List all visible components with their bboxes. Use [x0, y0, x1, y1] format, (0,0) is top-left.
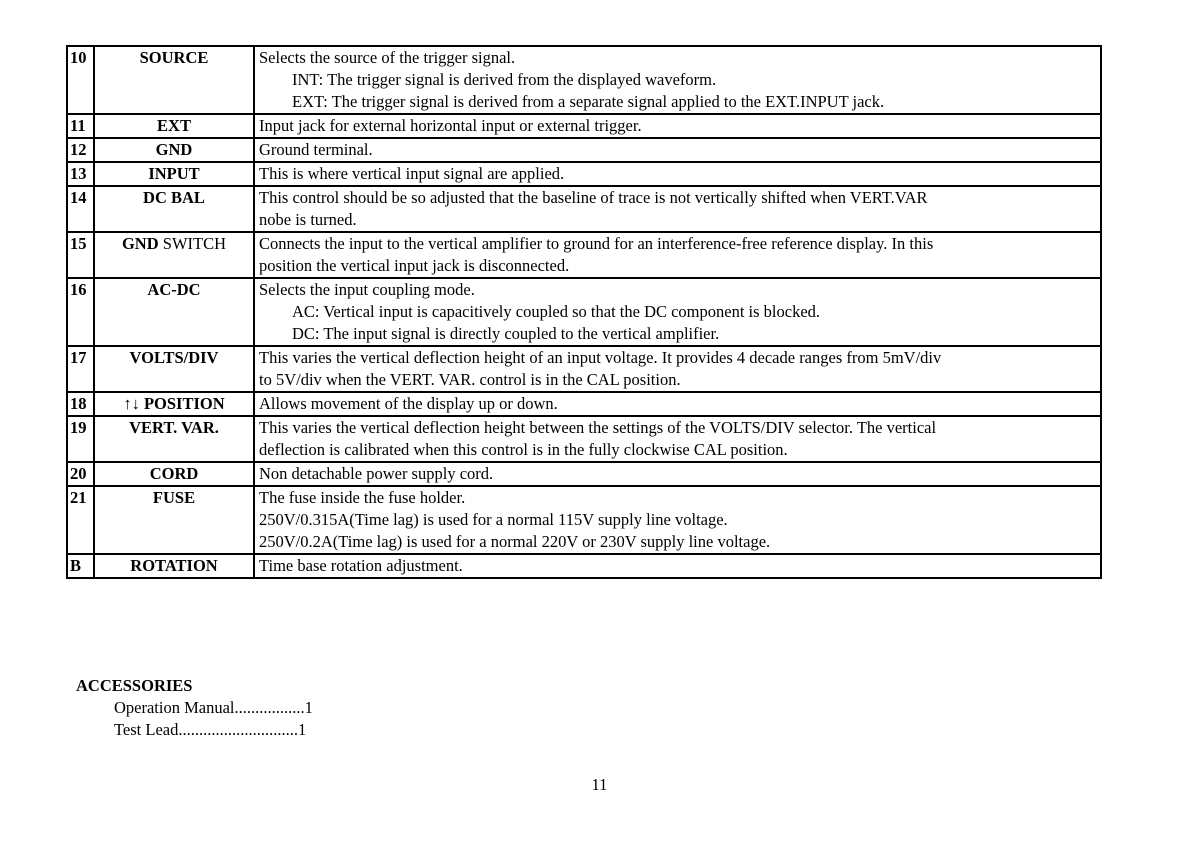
table-row	[67, 486, 1101, 554]
table-row	[67, 46, 1101, 114]
description-line: This control should be so adjusted that the baseline of trace is not vertically shifted when VERT.VAR	[259, 188, 928, 207]
control-name-text: EXT	[157, 116, 191, 135]
control-name-text: ROTATION	[130, 556, 218, 575]
item-number: 19	[67, 416, 94, 462]
accessory-item-test-lead: Test Lead.............................1	[114, 720, 307, 739]
item-number: 21	[67, 486, 94, 554]
description-line: Selects the input coupling mode.	[259, 280, 475, 299]
control-name-text: INPUT	[148, 164, 200, 183]
description-line: Selects the source of the trigger signal.	[259, 48, 516, 67]
control-description	[254, 162, 1101, 186]
item-number: 10	[67, 46, 94, 114]
table-row	[67, 278, 1101, 346]
table-row	[67, 462, 1101, 486]
item-number: 13	[67, 162, 94, 186]
control-name	[94, 346, 254, 392]
page-number: 11	[591, 775, 608, 794]
control-name	[94, 416, 254, 462]
description-line: to 5V/div when the VERT. VAR. control is in the CAL position.	[259, 370, 681, 389]
description-line: The fuse inside the fuse holder.	[259, 488, 466, 507]
control-name	[94, 114, 254, 138]
description-line: This varies the vertical deflection height of an input voltage. It provides 4 decade ranges from 5mV/div	[259, 348, 942, 367]
control-name	[94, 162, 254, 186]
table-row	[67, 416, 1101, 462]
table-row	[67, 392, 1101, 416]
description-line: Allows movement of the display up or down.	[259, 394, 558, 413]
description-line: deflection is calibrated when this control is in the fully clockwise CAL position.	[259, 440, 788, 459]
table-row	[67, 346, 1101, 392]
control-name-text: GND	[155, 140, 193, 159]
control-name-text: DC BAL	[143, 188, 205, 207]
description-line: Input jack for external horizontal input or external trigger.	[259, 116, 642, 135]
item-number: 18	[67, 392, 94, 416]
control-name-text: SOURCE	[139, 48, 209, 67]
control-description	[254, 346, 1101, 392]
accessories-heading: ACCESSORIES	[76, 676, 193, 695]
table-row	[67, 554, 1101, 578]
control-name	[94, 554, 254, 578]
description-line: Time base rotation adjustment.	[259, 556, 463, 575]
control-description	[254, 416, 1101, 462]
control-description	[254, 392, 1101, 416]
item-number: 15	[67, 232, 94, 278]
control-name-text: VERT. VAR.	[129, 418, 219, 437]
control-name	[94, 46, 254, 114]
description-line: This varies the vertical deflection height between the settings of the VOLTS/DIV selector. The vertical	[259, 418, 937, 437]
description-line: Ground terminal.	[259, 140, 373, 159]
description-line: 250V/0.315A(Time lag) is used for a normal 115V supply line voltage.	[259, 510, 728, 529]
control-name-text: VOLTS/DIV	[129, 348, 219, 367]
description-line: Non detachable power supply cord.	[259, 464, 494, 483]
control-description	[254, 138, 1101, 162]
control-name	[94, 138, 254, 162]
table-row	[67, 114, 1101, 138]
control-name	[94, 462, 254, 486]
table-row	[67, 138, 1101, 162]
description-line: INT: The trigger signal is derived from the displayed waveform.	[292, 70, 717, 89]
control-description	[254, 114, 1101, 138]
item-number: 16	[67, 278, 94, 346]
control-description	[254, 554, 1101, 578]
item-number: 17	[67, 346, 94, 392]
description-line: DC: The input signal is directly coupled to the vertical amplifier.	[292, 324, 720, 343]
description-line: Connects the input to the vertical amplifier to ground for an interference-free reference display. In this	[259, 234, 934, 253]
control-name	[94, 232, 254, 278]
table-row	[67, 186, 1101, 232]
control-name	[94, 278, 254, 346]
control-description	[254, 186, 1101, 232]
accessories-section	[76, 675, 313, 741]
item-number: 12	[67, 138, 94, 162]
control-name-text: AC-DC	[147, 280, 201, 299]
control-name-text: FUSE	[152, 488, 196, 507]
control-description	[254, 232, 1101, 278]
control-name-suffix: SWITCH	[158, 234, 227, 253]
control-name-text: GND	[121, 234, 159, 253]
control-name	[94, 392, 254, 416]
description-line: nobe is turned.	[259, 210, 357, 229]
item-number: 11	[67, 114, 94, 138]
table-row	[67, 162, 1101, 186]
controls-description-table	[66, 45, 1102, 579]
control-name	[94, 486, 254, 554]
control-description	[254, 46, 1101, 114]
control-name	[94, 186, 254, 232]
control-description	[254, 462, 1101, 486]
control-description	[254, 278, 1101, 346]
control-name-text: ↑↓ POSITION	[123, 394, 225, 413]
accessory-item-operation-manual: Operation Manual.................1	[114, 698, 313, 717]
item-number: 20	[67, 462, 94, 486]
item-number: 14	[67, 186, 94, 232]
description-line: position the vertical input jack is disconnected.	[259, 256, 570, 275]
item-number: B	[67, 554, 94, 578]
control-name-text: CORD	[149, 464, 199, 483]
table-row	[67, 232, 1101, 278]
control-description	[254, 486, 1101, 554]
description-line: EXT: The trigger signal is derived from a separate signal applied to the EXT.INPUT jack.	[292, 92, 885, 111]
description-line: This is where vertical input signal are applied.	[259, 164, 565, 183]
description-line: AC: Vertical input is capacitively coupled so that the DC component is blocked.	[292, 302, 821, 321]
description-line: 250V/0.2A(Time lag) is used for a normal 220V or 230V supply line voltage.	[259, 532, 771, 551]
